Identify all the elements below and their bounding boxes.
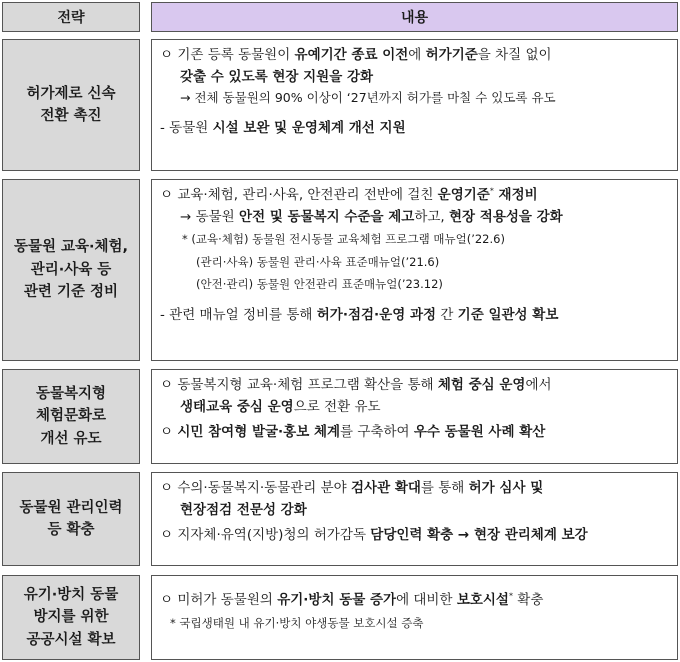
content-cell: ㅇ 수의·동물복지·동물관리 분야 검사관 확대를 통해 허가 심사 및 현장점검 전문성 강화 ㅇ 지자체·유역(지방)청의 허가감독 담당인력 확충 → 현장 관리체계 보강 <box>151 472 678 566</box>
table-row <box>2 472 678 566</box>
content-cell: ㅇ 미허가 동물원의 유기·방치 동물 증가에 대비한 보호시설* 확충 * 국립생태원 내 유기·방치 야생동물 보호시설 증축 <box>151 575 678 660</box>
header-strategy: 전략 <box>2 2 140 32</box>
strategy-cell: 유기·방치 동물 방지를 위한 공공시설 확보 <box>2 575 140 660</box>
content-cell: ㅇ 동물복지형 교육·체험 프로그램 확산을 통해 체험 중심 운영에서 생태교육 중심 운영으로 전환 유도 ㅇ 시민 참여형 발굴·홍보 체계를 구축하여 우수 동물원 사례 확산 <box>151 369 678 464</box>
content-cell: ㅇ 기존 등록 동물원이 유예기간 종료 이전에 허가기준을 차질 없이 갖출 수 있도록 현장 지원을 강화 → 전체 동물원의 90% 이상이 ‘27년까지 허가를 마칠 수 있도록 유도 - 동물원 시설 보완 및 운영체계 개선 지원 <box>151 39 678 171</box>
table-row <box>2 575 678 660</box>
table-row <box>2 369 678 464</box>
strategy-cell: 동물복지형 체험문화로 개선 유도 <box>2 369 140 464</box>
header-content: 내용 <box>151 2 678 32</box>
strategy-cell: 허가제로 신속 전환 촉진 <box>2 39 140 171</box>
strategy-cell: 동물원 교육·체험, 관리·사육 등 관련 기준 정비 <box>2 179 140 361</box>
content-cell: ㅇ 교육·체험, 관리·사육, 안전관리 전반에 걸친 운영기준* 재정비 → 동물원 안전 및 동물복지 수준을 제고하고, 현장 적용성을 강화 * (교육·체험) 동물원 전시동물 교육체험 프로그램 매뉴얼(’22.6) (관리·사육) 동물원 관리·사육 표준매뉴얼(’21.6) (안전·관리) 동물원 안전관리 표준매뉴얼(’23.12) - 관련 매뉴얼 정비를 통해 허가·점검·운영 과정 간 기준 일관성 확보 <box>151 179 678 361</box>
table-row <box>2 179 678 361</box>
strategy-cell: 동물원 관리인력 등 확충 <box>2 472 140 566</box>
table-row <box>2 39 678 171</box>
